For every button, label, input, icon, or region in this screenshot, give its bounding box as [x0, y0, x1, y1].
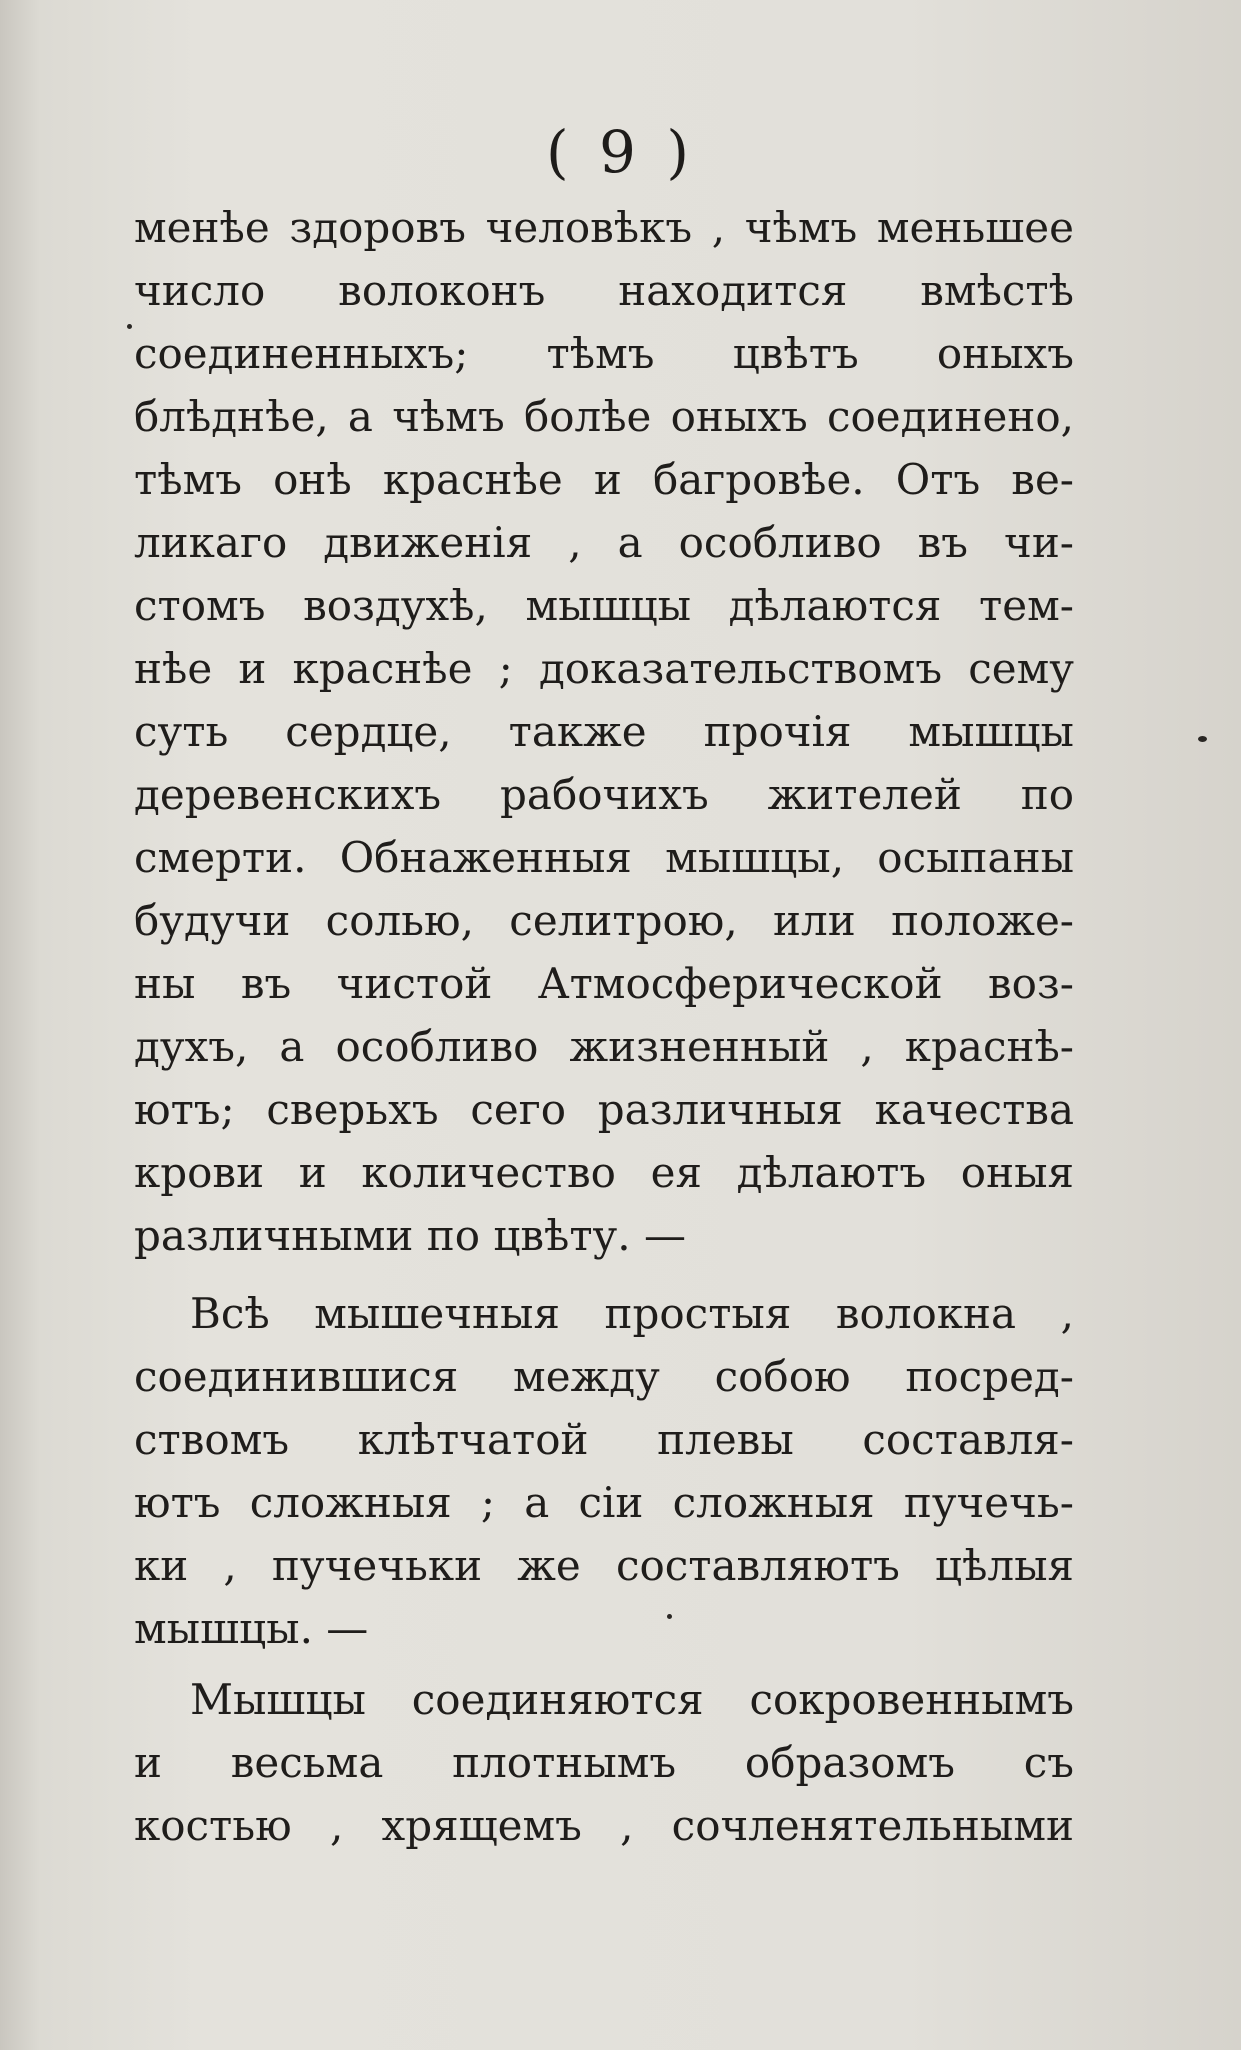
text-line: блѣднѣе, а чѣмъ болѣе оныхъ соединено, [134, 392, 1074, 441]
paragraph-3 [134, 1668, 1074, 1857]
text-line: ликаго движенія , а особливо въ чи- [134, 518, 1074, 567]
page-number: ( 9 ) [545, 118, 696, 186]
ink-speck [127, 324, 132, 329]
text-line: ны въ чистой Атмосферической воз- [134, 959, 1074, 1008]
text-line: и весьма плотнымъ образомъ съ [134, 1738, 1074, 1787]
text-line: нѣе и краснѣе ; доказательствомъ сему [134, 644, 1074, 693]
text-line: число волоконъ находится вмѣстѣ [134, 266, 1074, 315]
ink-speck [667, 1614, 672, 1619]
text-line: духъ, а особливо жизненный , краснѣ- [134, 1022, 1074, 1071]
text-line: ки , пучечьки же составляютъ цѣлыя [134, 1541, 1074, 1590]
text-line: деревенскихъ рабочихъ жителей по [134, 770, 1074, 819]
text-line: различными по цвѣту. — [134, 1211, 686, 1260]
text-line: смерти. Обнаженныя мышцы, осыпаны [134, 833, 1074, 882]
text-line: будучи солью, селитрою, или положе- [134, 896, 1074, 945]
text-line: соединившися между собою посред- [134, 1352, 1074, 1401]
text-line: соединенныхъ; тѣмъ цвѣтъ оныхъ [134, 329, 1074, 378]
ink-speck [1198, 736, 1207, 742]
text-line: ютъ; сверьхъ сего различныя качества [134, 1085, 1074, 1134]
text-line: крови и количество ея дѣлаютъ оныя [134, 1148, 1074, 1197]
text-line: Всѣ мышечныя простыя волокна , [190, 1289, 1074, 1338]
text-line: менѣе здоровъ человѣкъ , чѣмъ меньшее [134, 203, 1074, 252]
text-line: костью , хрящемъ , сочленятельными [134, 1801, 1074, 1850]
text-line: ютъ сложныя ; а сіи сложныя пучечь- [134, 1478, 1074, 1527]
text-line: ствомъ клѣтчатой плевы составля- [134, 1415, 1074, 1464]
text-line: мышцы. — [134, 1604, 369, 1653]
text-line: тѣмъ онѣ краснѣе и багровѣе. Отъ ве- [134, 455, 1074, 504]
paragraph-1 [134, 196, 1074, 1267]
paragraph-2 [134, 1282, 1074, 1660]
text-line: суть сердце, также прочія мышцы [134, 707, 1074, 756]
text-line: стомъ воздухѣ, мышцы дѣлаются тем- [134, 581, 1074, 630]
text-line: Мышцы соединяются сокровеннымъ [190, 1675, 1074, 1724]
